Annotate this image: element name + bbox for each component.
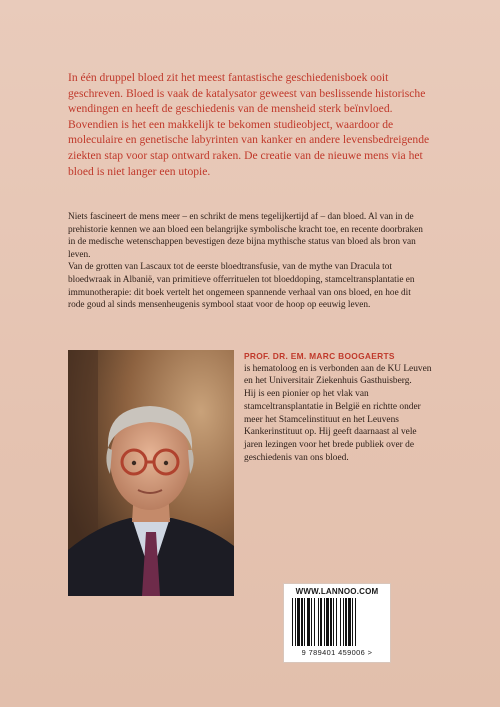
description-paragraph-1: Niets fascineert de mens meer – en schrikt de mens tegelijkertijd af – dan bloed. Al van in de prehistorie kennen we aan bloed een belangrijke symbolische kracht toe, en recente doorbraken in de medische wetenschappen bevestigen deze bijna mythische status van bloed als bron van leven. <box>68 212 423 260</box>
description-paragraph-2: Van de grotten van Lascaux tot de eerste bloedtransfusie, van de mythe van Dracula tot bloedwraak in Albanië, van primitieve offerrituelen tot bloeddoping, stamceltransplantatie en immunotherapie: dit boek vertelt het ongemeen spannende verhaal van ons bloed, en hoe dit rode goud al sinds mensenheugenis symbool staat voor de hoop op eeuwig leven. <box>68 262 415 311</box>
isbn-number: 9 789401 459006 > <box>301 648 373 657</box>
author-name: PROF. DR. EM. MARC BOOGAERTS <box>244 351 395 361</box>
publisher-website: WWW.LANNOO.COM <box>295 587 379 596</box>
barcode-icon <box>292 598 382 646</box>
author-bio-paragraph-2: Hij is een pionier op het vlak van stamceltransplantatie in België en richtte onder meer het Stamcelinstituut en het Leuvens Kankerinstituut op. Hij geeft daarnaast al vele jaren lezingen voor het brede publiek over de geschiedenis van ons bloed. <box>244 389 421 463</box>
description <box>68 211 428 312</box>
author-photo <box>68 350 234 596</box>
barcode-label <box>283 583 391 663</box>
author-bio-paragraph-1: is hematoloog en is verbonden aan de KU Leuven en het Universitair Ziekenhuis Gasthuisberg. <box>244 363 432 387</box>
author-bio <box>244 350 434 464</box>
intro-paragraph: In één druppel bloed zit het meest fantastische geschiedenisboek ooit geschreven. Bloed is vaak de katalysator geweest van beslissende historische wendingen en heeft de geschiedenis van de mensheid sterk beïnvloed. Bovendien is het een makkelijk te bekomen studieobject, waardoor de moleculaire en genetische labyrinten van kanker en andere levensbedreigende ziekten stap voor stap ontward raken. De creatie van de nieuwe mens via het bloed is niet langer een utopie. <box>68 71 430 178</box>
